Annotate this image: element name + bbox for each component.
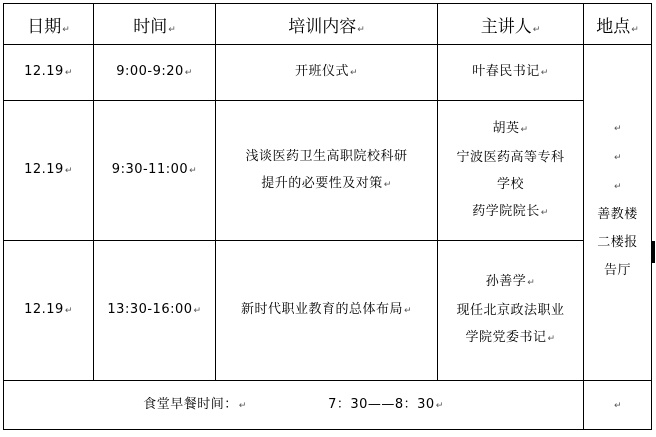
cell-content: 浅谈医药卫生高职院校科研 提升的必要性及对策↵ <box>216 101 438 241</box>
breakfast-label: 食堂早餐时间： <box>143 396 238 412</box>
training-schedule-table <box>3 3 652 430</box>
table-row <box>4 241 652 381</box>
cell-time: 9:00-9:20↵ <box>94 45 216 101</box>
header-content: 培训内容↵ <box>216 4 438 45</box>
header-time: 时间↵ <box>94 4 216 45</box>
breakfast-time-cell: 食堂早餐时间：↵ 7：30——8：30↵ <box>4 381 584 430</box>
cell-place: ↵ ↵ ↵ 善教楼 二楼报 告厅 <box>584 45 652 381</box>
cell-date: 12.19↵ <box>4 241 94 381</box>
cell-content: 新时代职业教育的总体布局↵ <box>216 241 438 381</box>
cell-content: 开班仪式↵ <box>216 45 438 101</box>
table-row <box>4 45 652 101</box>
cell-date: 12.19↵ <box>4 45 94 101</box>
breakfast-time: 7：30——8：30 <box>328 396 435 412</box>
page-edge-marker <box>652 241 655 263</box>
footer-place-cell: ↵ <box>584 381 652 430</box>
cell-time: 13:30-16:00↵ <box>94 241 216 381</box>
cell-speaker: 胡英↵ 宁波医药高等专科 学校 药学院院长↵ <box>438 101 584 241</box>
header-date: 日期↵ <box>4 4 94 45</box>
cell-speaker: 孙善学↵ 现任北京政法职业 学院党委书记↵ <box>438 241 584 381</box>
header-row <box>4 4 652 45</box>
footer-row <box>4 381 652 430</box>
cell-time: 9:30-11:00↵ <box>94 101 216 241</box>
cell-speaker: 叶春民书记↵ <box>438 45 584 101</box>
header-place: 地点↵ <box>584 4 652 45</box>
cell-date: 12.19↵ <box>4 101 94 241</box>
table-row <box>4 101 652 241</box>
header-speaker: 主讲人↵ <box>438 4 584 45</box>
